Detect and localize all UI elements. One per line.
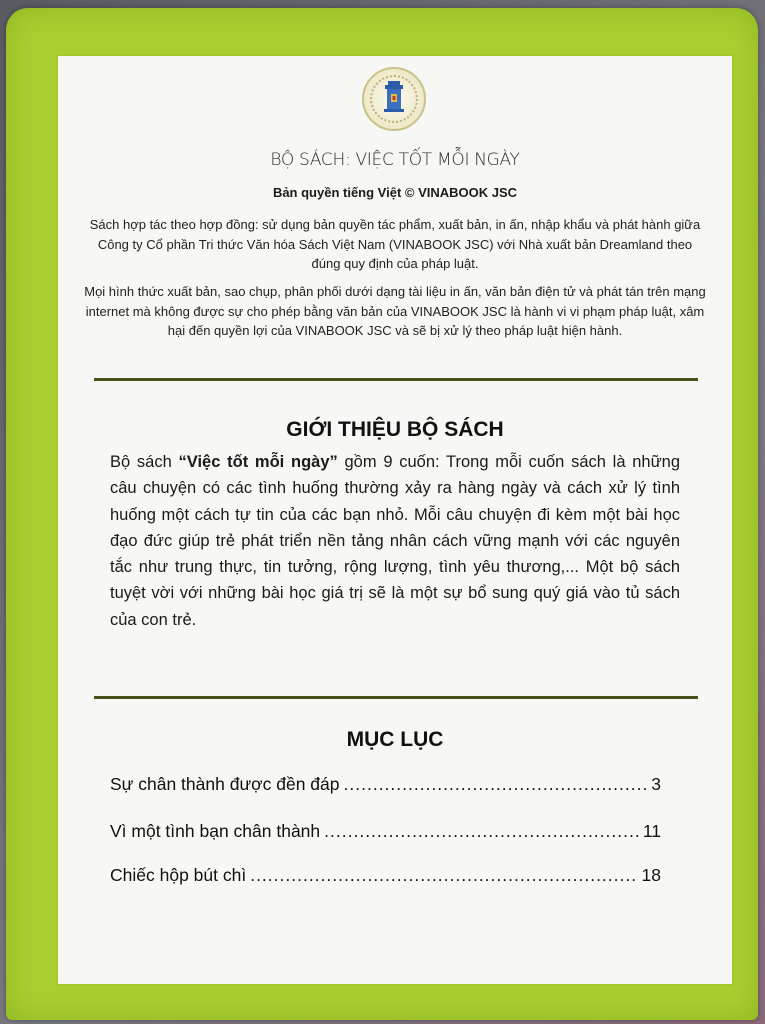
toc-heading: MỤC LỤC (346, 728, 444, 751)
toc-entry-page: 3 (651, 774, 661, 794)
copyright-line: Bản quyền tiếng Việt © VINABOOK JSC (272, 185, 518, 200)
intro-prefix: Bộ sách (110, 453, 179, 471)
divider-line (94, 378, 698, 381)
intro-paragraph (110, 449, 680, 633)
toc-leader-dots (344, 774, 648, 795)
book-series-name: “Việc tốt mỗi ngày” (178, 453, 338, 471)
building-icon (364, 69, 424, 129)
intro-heading: GIỚI THIỆU BỘ SÁCH (286, 418, 504, 441)
divider-line (94, 696, 698, 699)
toc-entry-page: 11 (642, 821, 661, 841)
copyright-page (58, 56, 732, 984)
toc-leader-dots (324, 821, 639, 842)
publisher-seal-logo (362, 67, 426, 131)
toc-entry (110, 821, 661, 842)
book-cover (6, 8, 758, 1020)
toc-entry-title: Vì một tình bạn chân thành (110, 821, 321, 841)
toc-entry-title: Chiếc hộp bút chì (110, 865, 247, 885)
toc-leader-dots (250, 865, 637, 886)
series-title: BỘ SÁCH: VIỆC TỐT MỖI NGÀY (270, 150, 520, 170)
toc-entry-page: 18 (641, 865, 661, 885)
toc-entry (110, 774, 661, 795)
legal-paragraph-2: Mọi hình thức xuất bản, sao chụp, phân phối dưới dạng tài liệu in ấn, văn bản điện tử và phát tán trên mạng internet mà không được sự cho phép bằng văn bản của VINABOOK JSC là hành vi vi phạm pháp luật, xâm hại đến quyền lợi của VINABOOK JSC và sẽ bị xử lý theo pháp luật hiện hành. (84, 284, 706, 338)
toc-entry (110, 865, 661, 886)
intro-body-text: gồm 9 cuốn: Trong mỗi cuốn sách là những câu chuyện có các tình huống thường xảy ra hàng ngày và cách xử lý tình huống một cách tự tin của các bạn nhỏ. Mỗi câu chuyện đi kèm một bài học đạo đức giúp trẻ phát triển nền tảng nhân cách vững mạnh với các nguyên tắc như trung thực, tin tưởng, rộng lượng, tình yêu thương,... Một bộ sách tuyệt vời với những bài học giá trị sẽ là một sự bổ sung quý giá vào tủ sách của con trẻ. (110, 453, 680, 629)
legal-paragraph-1: Sách hợp tác theo hợp đồng: sử dụng bản quyền tác phẩm, xuất bản, in ấn, nhập khẩu và phát hành giữa Công ty Cổ phần Tri thức Văn hóa Sách Việt Nam (VINABOOK JSC) với Nhà xuất bản Dreamland theo đúng quy định của pháp luật. (89, 217, 701, 271)
toc-entry-title: Sự chân thành được đền đáp (110, 774, 340, 794)
